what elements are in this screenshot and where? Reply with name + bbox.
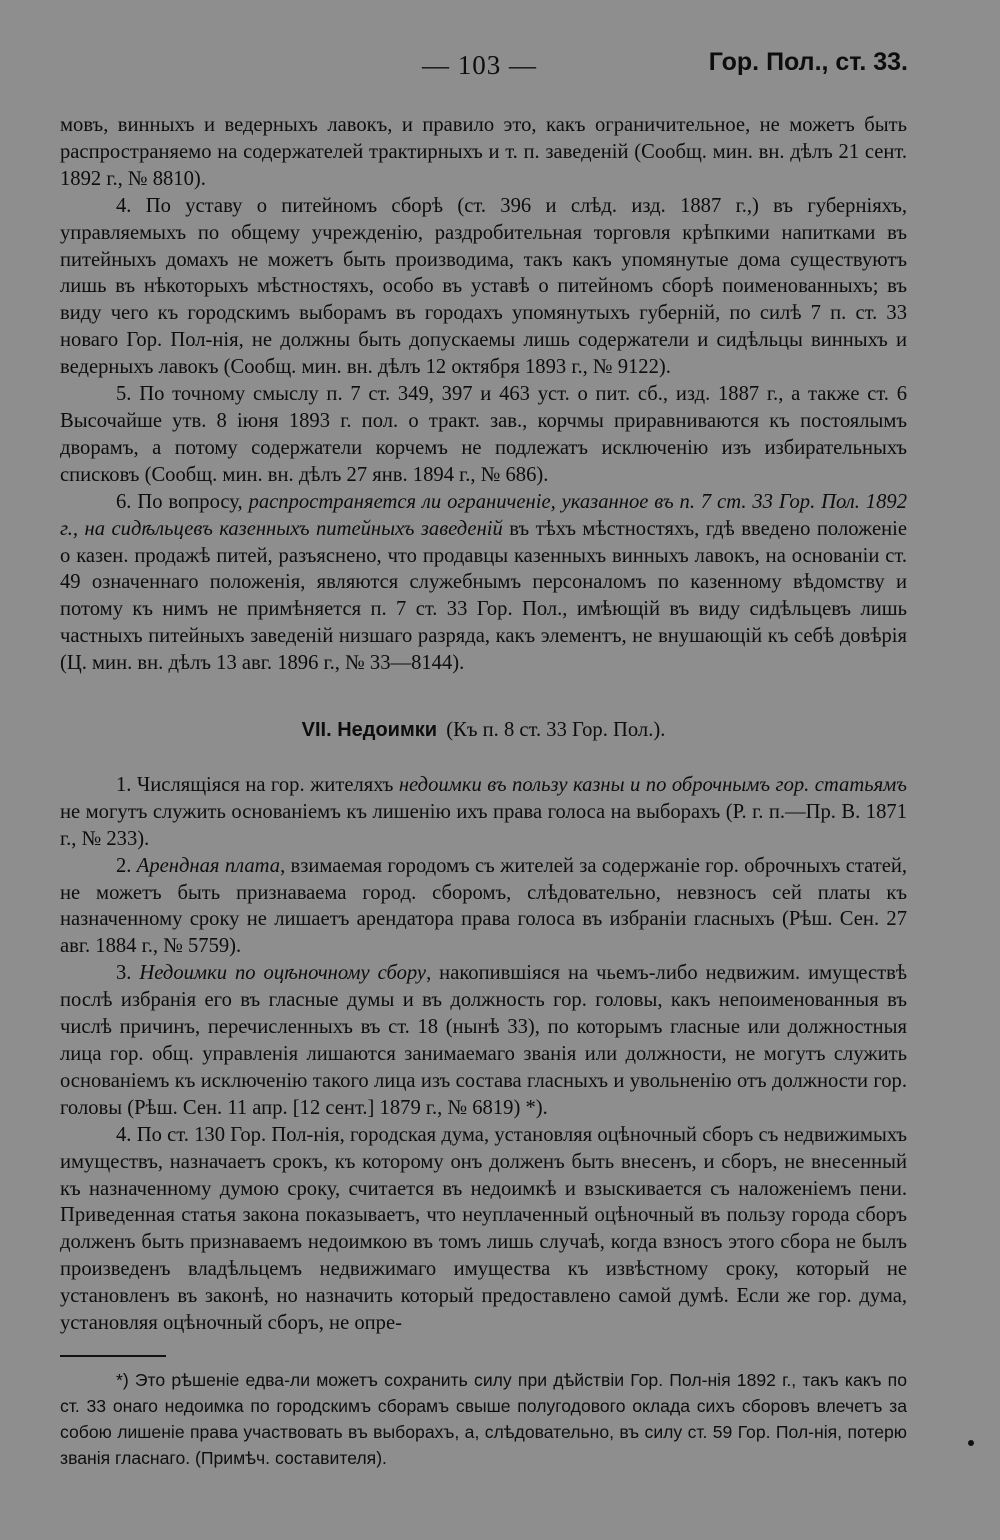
page-number: — 103 — — [422, 50, 537, 80]
paragraph-text: , взимаемая городомъ съ жителей за содержаніе гор. оброчныхъ статей, не можетъ быть признаваема город. сборомъ, слѣдовательно, невзносъ сей платы къ назначенному сроку не лишаетъ арендатора права голоса въ избраніи гласныхъ (Рѣш. Сен. 27 авг. 1884 г., № 5759). — [60, 854, 908, 958]
italic-question: распространяется ли ограниченіе, указанное въ п. 7 ст. 33 Гор. Пол. 1892 г., на сидѣльцевъ казенныхъ питейныхъ заведеній — [60, 490, 907, 540]
footnote-divider — [60, 1355, 166, 1357]
footnote: *) Это рѣшеніе едва-ли можетъ сохранить силу при дѣйствіи Гор. Пол-нія 1892 г., такъ какъ по ст. 33 онаго недоимка по городскимъ сборамъ свыше полугодового оклада сихъ сборовъ влечетъ за собою лишеніе права участвовать въ выборахъ, а, слѣдовательно, въ силу ст. 59 Гор. Пол-нія, потерю званія гласнаго. (Примѣч. составителя). — [60, 1369, 907, 1468]
paragraph-text: 4. По уставу о питейномъ сборѣ (ст. 396 и слѣд. изд. 1887 г.,) въ губерніяхъ, управляемыхъ по общему учрежденію, раздробительная торговля крѣпкими напитками въ питейныхъ домахъ не можетъ быть производима, такъ какъ упомянутые дома существуютъ лишь въ нѣкоторыхъ мѣстностяхъ, особо въ уставѣ о питейномъ сборѣ поименованныхъ; въ виду чего къ городскимъ выборамъ въ городахъ упомянутыхъ губерній, по силѣ 7 п. ст. 33 новаго Гор. Пол-нія, не должны быть допускаемы лишь содержатели и сидѣльцы винныхъ и ведерныхъ лавокъ (Сообщ. мин. вн. дѣлъ 12 октября 1893 г., № 9122). — [60, 194, 907, 379]
section-paragraph-4 — [60, 1122, 907, 1337]
paragraph-text: 5. По точному смыслу п. 7 ст. 349, 397 и 463 уст. о пит. сб., изд. 1887 г., а также ст. 6 Высочайше утв. 8 іюня 1893 г. пол. о тракт. зав., корчмы приравниваются къ постоялымъ дворамъ, а потому содержатели корчемъ не подлежатъ исключенію изъ избирательныхъ списковъ (Сообщ. мин. вн. дѣлъ 27 янв. 1894 г., № 686). — [60, 383, 907, 486]
paragraph-text: , накопившіяся на чьемъ-либо недвижим. имуществѣ послѣ избранія его въ гласные думы и въ должность гор. головы, какъ непоименованныя въ числѣ причинъ, перечисленныхъ въ ст. 18 (нынѣ 33), по которымъ гласные или должностныя лица гор. общ. управленія лишаются занимаемаго званія или должности, не могутъ служить основаніемъ къ исключенію такого лица изъ состава гласныхъ и увольненію отъ должности гор. головы (Рѣш. Сен. 11 апр. [12 сент.] 1879 г., № 6819) *). — [60, 962, 907, 1119]
paragraph-4 — [60, 193, 907, 381]
section-paragraph-2 — [60, 853, 907, 961]
italic-term: Недоимки по оцѣночному сбору — [139, 962, 427, 985]
body-text — [60, 112, 907, 1471]
paragraph-5 — [60, 381, 907, 489]
margin-mark — [968, 1440, 974, 1446]
paragraph-text: 6. По вопросу, — [116, 490, 249, 513]
page-header — [60, 46, 908, 86]
running-head: Гор. Пол., ст. 33. — [708, 48, 908, 76]
section-title: VII. Недоимки — [301, 719, 438, 742]
section-reference: (Къ п. 8 ст. 33 Гор. Пол.). — [446, 719, 666, 742]
italic-term: Арендная плата — [136, 854, 281, 877]
paragraph-text: не могутъ служить основаніемъ къ лишенію ихъ права голоса на выборахъ (Р. г. п.—Пр. В. 1871 г., № 233). — [60, 800, 907, 850]
paragraph-text: 4. По ст. 130 Гор. Пол-нія, городская дума, установляя оцѣночный сборъ съ недвижимыхъ имуществъ, назначаетъ срокъ, къ которому онъ долженъ быть внесенъ, и сборъ, не внесенный къ назначенному думою сроку, считается въ недоимкѣ и взыскивается съ наложеніемъ пени. Приведенная статья закона показываетъ, что неуплаченный оцѣночный въ пользу города сборъ долженъ быть признаваемъ недоимкою въ томъ лишь случаѣ, когда взносъ этого сбора не былъ произведенъ владѣльцемъ недвижимаго имущества къ извѣстному сроку, который не установленъ въ законѣ, но назначить который предоставлено самой думѣ. Если же гор. дума, установляя оцѣночный сборъ, не опре- — [60, 1123, 907, 1335]
italic-term: недоимки въ пользу казны и по оброчнымъ гор. статьямъ — [398, 773, 907, 796]
paragraph-6 — [60, 489, 907, 677]
paragraph-text: мовъ, винныхъ и ведерныхъ лавокъ, и правило это, какъ ограничительное, не можетъ быть распространяемо на содержателей трактирныхъ и т. п. заведеній (Сообщ. мин. вн. дѣлъ 21 сент. 1892 г., № 8810). — [60, 114, 907, 190]
paragraph-text: 2. — [116, 854, 137, 877]
paragraph-text: въ тѣхъ мѣстностяхъ, гдѣ введено положеніе о казен. продажѣ питей, разъяснено, что продавцы казенныхъ винныхъ лавокъ, на основаніи ст. 49 означеннаго положенія, являются служебнымъ персоналомъ по казенному вѣдомству и потому къ нимъ не примѣняется п. 7 ст. 33 Гор. Пол., имѣющій въ виду сидѣльцевъ лишь частныхъ питейныхъ заведеній низшаго разряда, какъ элементъ, не внушающій къ себѣ довѣрія (Ц. мин. вн. дѣлъ 13 авг. 1896 г., № 33—8144). — [60, 517, 907, 675]
paragraph-continuation — [60, 112, 907, 193]
section-heading — [60, 717, 907, 744]
section-paragraph-1 — [60, 772, 907, 853]
paragraph-text: 3. — [116, 962, 140, 985]
paragraph-text: 1. Числящіяся на гор. жителяхъ — [116, 773, 399, 796]
section-paragraph-3 — [60, 960, 907, 1121]
